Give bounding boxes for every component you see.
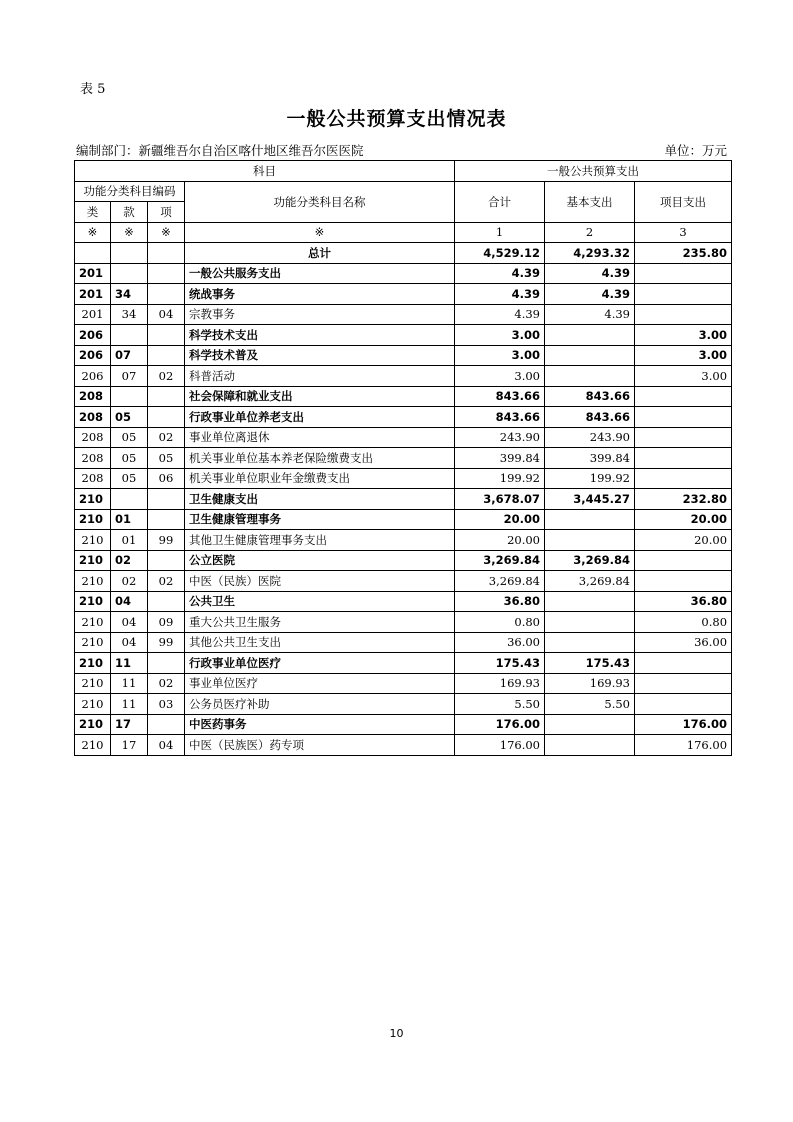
amount-total: 175.43 [455,653,545,674]
code-kuan: 05 [111,448,148,469]
table-row [75,714,732,735]
code-xiang [148,407,185,428]
total-basic: 4,293.32 [545,243,635,264]
amount-basic: 199.92 [545,468,635,489]
amount-basic: 175.43 [545,653,635,674]
code-xiang [148,714,185,735]
code-xiang [148,489,185,510]
code-xiang: 02 [148,673,185,694]
amount-project [635,571,732,592]
subject-name: 机关事业单位职业年金缴费支出 [185,468,455,489]
code-lei: 210 [75,632,111,653]
subject-name: 公务员医疗补助 [185,694,455,715]
amount-project: 3.00 [635,345,732,366]
amount-basic: 4.39 [545,304,635,325]
code-lei: 210 [75,591,111,612]
header-name: 功能分类科目名称 [185,181,455,222]
amount-basic: 3,269.84 [545,550,635,571]
header-xiang: 项 [148,202,185,223]
subject-name: 宗教事务 [185,304,455,325]
budget-table [74,160,732,756]
table-row [75,653,732,674]
code-xiang [148,325,185,346]
amount-basic [545,735,635,756]
amount-basic [545,632,635,653]
amount-project [635,550,732,571]
amount-project [635,653,732,674]
code-xiang: 02 [148,571,185,592]
code-xiang [148,345,185,366]
amount-basic [545,509,635,530]
subject-name: 其他公共卫生支出 [185,632,455,653]
code-kuan: 04 [111,612,148,633]
code-lei: 210 [75,530,111,551]
subject-name: 行政事业单位养老支出 [185,407,455,428]
code-xiang: 06 [148,468,185,489]
table-row [75,591,732,612]
total-project: 235.80 [635,243,732,264]
code-kuan [111,489,148,510]
code-xiang [148,550,185,571]
table-row [75,366,732,387]
mark-cell: ※ [148,222,185,243]
amount-total: 3,678.07 [455,489,545,510]
code-lei: 201 [75,284,111,305]
code-lei: 210 [75,509,111,530]
amount-basic: 3,445.27 [545,489,635,510]
amount-basic: 843.66 [545,386,635,407]
code-xiang [148,284,185,305]
table-row [75,345,732,366]
page-title: 一般公共预算支出情况表 [286,108,507,130]
code-kuan: 05 [111,407,148,428]
header-project: 项目支出 [635,181,732,222]
amount-total: 36.00 [455,632,545,653]
table-row [75,407,732,428]
code-kuan: 11 [111,694,148,715]
subject-name: 统战事务 [185,284,455,305]
table-row [75,468,732,489]
code-kuan: 01 [111,509,148,530]
amount-project: 36.00 [635,632,732,653]
code-kuan: 34 [111,304,148,325]
amount-project: 3.00 [635,366,732,387]
header-code: 功能分类科目编码 [75,181,185,202]
code-lei: 208 [75,427,111,448]
header-subject: 科目 [75,161,455,182]
amount-total: 3,269.84 [455,550,545,571]
amount-project: 232.80 [635,489,732,510]
code-kuan: 34 [111,284,148,305]
code-kuan [111,325,148,346]
amount-project [635,407,732,428]
index-cell: 1 [455,222,545,243]
code-lei: 210 [75,550,111,571]
amount-total: 3.00 [455,345,545,366]
amount-total: 20.00 [455,530,545,551]
amount-project: 20.00 [635,509,732,530]
code-kuan: 07 [111,366,148,387]
subject-name: 中医药事务 [185,714,455,735]
code-xiang: 05 [148,448,185,469]
code-xiang: 02 [148,427,185,448]
subject-name: 重大公共卫生服务 [185,612,455,633]
amount-project [635,673,732,694]
amount-basic [545,714,635,735]
code-lei: 210 [75,694,111,715]
amount-total: 199.92 [455,468,545,489]
department-label: 编制部门：新疆维吾尔自治区喀什地区维吾尔医医院 [76,143,364,158]
header-kuan: 款 [111,202,148,223]
amount-total: 0.80 [455,612,545,633]
code-xiang [148,386,185,407]
code-xiang: 09 [148,612,185,633]
code-kuan: 05 [111,468,148,489]
subject-name: 公立医院 [185,550,455,571]
amount-project [635,386,732,407]
amount-basic [545,366,635,387]
amount-total: 4.39 [455,263,545,284]
table-row [75,427,732,448]
code-kuan [111,386,148,407]
code-kuan: 02 [111,550,148,571]
code-xiang [148,653,185,674]
amount-project [635,284,732,305]
table-row [75,386,732,407]
amount-basic: 243.90 [545,427,635,448]
amount-total: 176.00 [455,714,545,735]
amount-total: 3.00 [455,366,545,387]
code-lei: 210 [75,735,111,756]
page-number: 10 [389,1027,404,1040]
amount-project [635,263,732,284]
amount-basic [545,530,635,551]
table-row [75,632,732,653]
code-xiang [148,591,185,612]
amount-project: 176.00 [635,735,732,756]
code-kuan: 02 [111,571,148,592]
amount-project [635,694,732,715]
code-lei: 210 [75,489,111,510]
amount-basic: 843.66 [545,407,635,428]
code-kuan: 11 [111,673,148,694]
mark-cell: ※ [111,222,148,243]
table-row [75,673,732,694]
code-kuan: 04 [111,632,148,653]
amount-basic: 5.50 [545,694,635,715]
subject-name: 中医（民族医）药专项 [185,735,455,756]
code-xiang: 04 [148,304,185,325]
amount-project [635,427,732,448]
code-lei: 206 [75,345,111,366]
subject-name: 中医（民族）医院 [185,571,455,592]
amount-total: 169.93 [455,673,545,694]
code-lei: 206 [75,366,111,387]
code-lei: 206 [75,325,111,346]
code-kuan: 04 [111,591,148,612]
amount-total: 843.66 [455,407,545,428]
code-lei: 210 [75,673,111,694]
amount-total: 20.00 [455,509,545,530]
table-row [75,284,732,305]
table-row [75,694,732,715]
unit-label: 单位：万元 [664,143,727,158]
subject-name: 行政事业单位医疗 [185,653,455,674]
amount-total: 5.50 [455,694,545,715]
index-cell: 3 [635,222,732,243]
table-row [75,735,732,756]
code-xiang: 99 [148,632,185,653]
subject-name: 科学技术支出 [185,325,455,346]
table-row [75,612,732,633]
index-cell: 2 [545,222,635,243]
code-lei: 201 [75,263,111,284]
code-lei: 208 [75,448,111,469]
mark-cell: ※ [75,222,111,243]
header-basic: 基本支出 [545,181,635,222]
amount-project: 0.80 [635,612,732,633]
subject-name: 卫生健康管理事务 [185,509,455,530]
amount-project [635,304,732,325]
amount-basic: 169.93 [545,673,635,694]
subject-name: 事业单位医疗 [185,673,455,694]
table-row [75,263,732,284]
code-kuan [111,263,148,284]
code-lei: 210 [75,653,111,674]
code-kuan: 05 [111,427,148,448]
amount-basic: 3,269.84 [545,571,635,592]
table-row [75,509,732,530]
amount-total: 3,269.84 [455,571,545,592]
header-total: 合计 [455,181,545,222]
table-row [75,304,732,325]
amount-basic [545,591,635,612]
amount-basic [545,345,635,366]
table-row [75,489,732,510]
amount-total: 4.39 [455,284,545,305]
header-budget: 一般公共预算支出 [455,161,732,182]
amount-project: 176.00 [635,714,732,735]
subject-name: 科学技术普及 [185,345,455,366]
total-row [75,243,732,264]
amount-total: 3.00 [455,325,545,346]
code-lei: 210 [75,571,111,592]
subject-name: 科普活动 [185,366,455,387]
table-label: 表 5 [80,82,106,97]
code-lei: 201 [75,304,111,325]
subject-name: 一般公共服务支出 [185,263,455,284]
amount-project: 20.00 [635,530,732,551]
amount-project [635,468,732,489]
table-row [75,571,732,592]
amount-total: 176.00 [455,735,545,756]
code-xiang [148,263,185,284]
amount-total: 399.84 [455,448,545,469]
code-xiang [148,509,185,530]
code-kuan: 07 [111,345,148,366]
mark-cell: ※ [185,222,455,243]
amount-project [635,448,732,469]
header-lei: 类 [75,202,111,223]
subject-name: 卫生健康支出 [185,489,455,510]
code-xiang: 03 [148,694,185,715]
code-lei: 210 [75,714,111,735]
subject-name: 公共卫生 [185,591,455,612]
code-lei: 208 [75,386,111,407]
amount-total: 4.39 [455,304,545,325]
amount-basic [545,612,635,633]
amount-project: 36.80 [635,591,732,612]
code-lei: 208 [75,407,111,428]
code-lei: 210 [75,612,111,633]
total-sum: 4,529.12 [455,243,545,264]
amount-project: 3.00 [635,325,732,346]
subject-name: 社会保障和就业支出 [185,386,455,407]
subject-name: 机关事业单位基本养老保险缴费支出 [185,448,455,469]
amount-total: 243.90 [455,427,545,448]
amount-total: 36.80 [455,591,545,612]
amount-basic: 4.39 [545,263,635,284]
code-xiang: 99 [148,530,185,551]
table-row [75,530,732,551]
amount-total: 843.66 [455,386,545,407]
amount-basic: 399.84 [545,448,635,469]
table-row [75,550,732,571]
subject-name: 其他卫生健康管理事务支出 [185,530,455,551]
code-xiang: 04 [148,735,185,756]
subject-name: 事业单位离退休 [185,427,455,448]
code-lei: 208 [75,468,111,489]
table-row [75,448,732,469]
total-label: 总计 [185,243,455,264]
code-kuan: 11 [111,653,148,674]
code-kuan: 17 [111,735,148,756]
amount-basic [545,325,635,346]
table-row [75,325,732,346]
amount-basic: 4.39 [545,284,635,305]
code-xiang: 02 [148,366,185,387]
code-kuan: 17 [111,714,148,735]
code-kuan: 01 [111,530,148,551]
